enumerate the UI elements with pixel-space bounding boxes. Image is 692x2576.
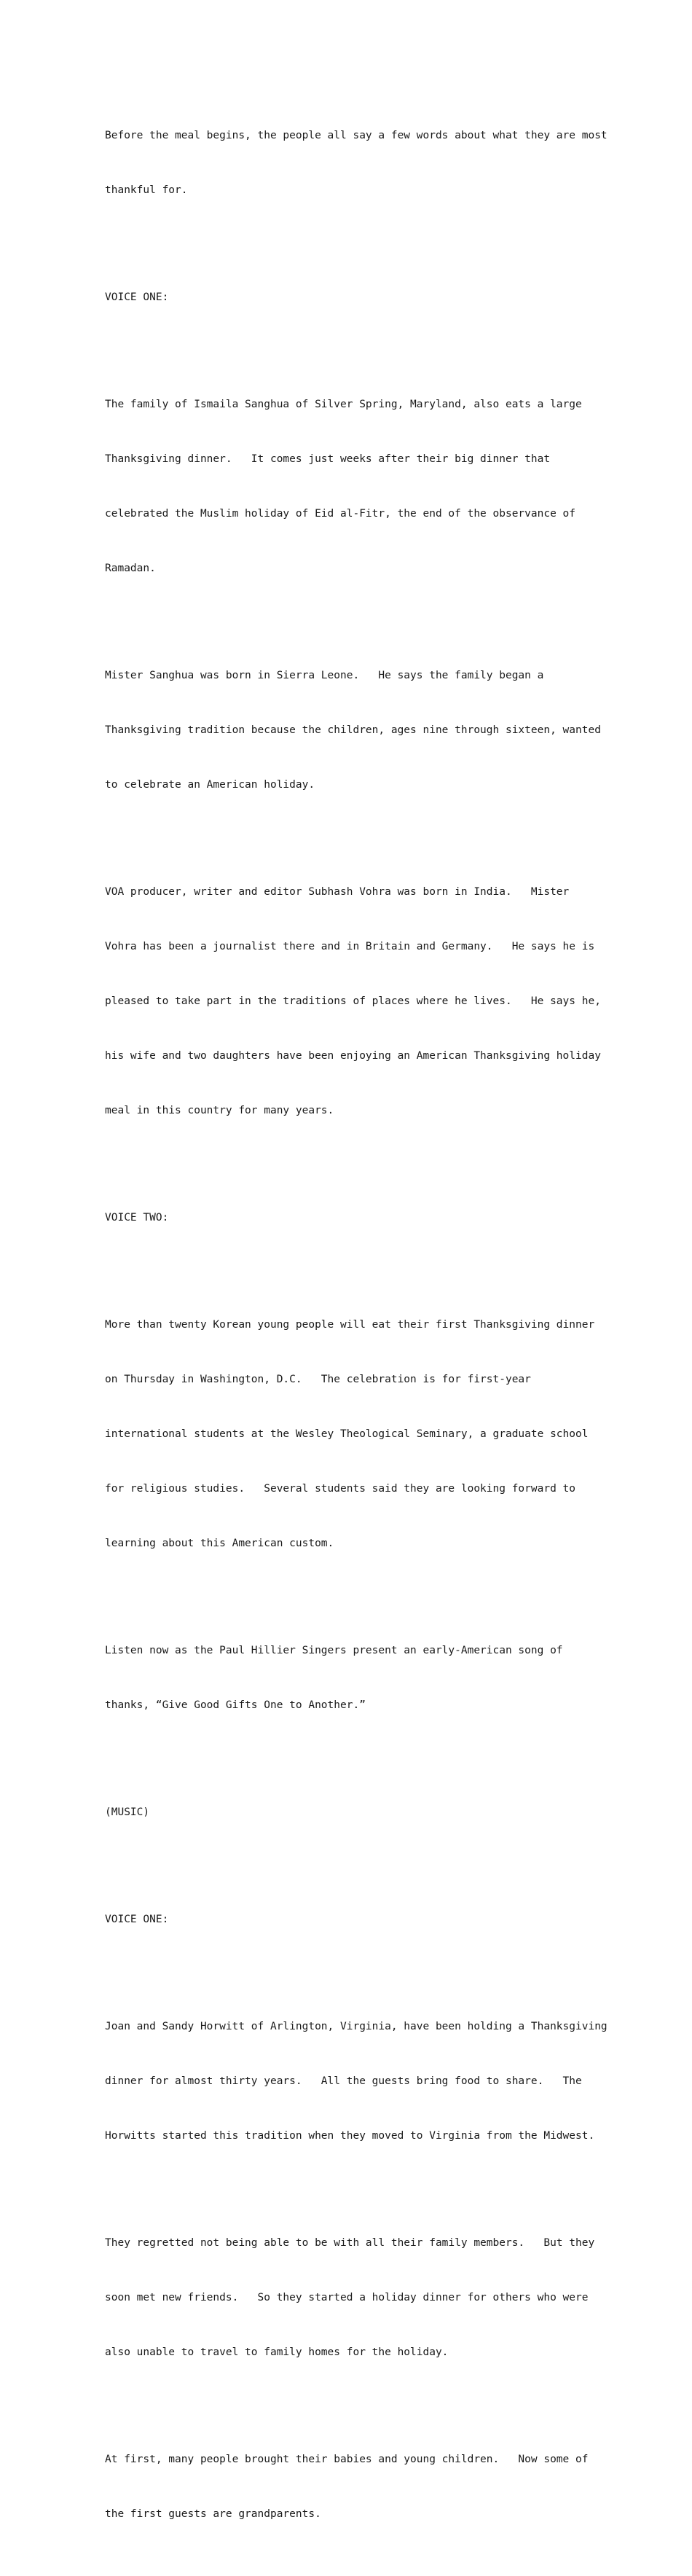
text-line: Vohra has been a journalist there and in Britain and Germany. He says he is bbox=[105, 941, 595, 952]
speaker-label bbox=[105, 252, 600, 343]
text-line: Joan and Sandy Horwitt of Arlington, Virginia, have been holding a Thanksgiving bbox=[105, 2021, 608, 2032]
text-line: They regretted not being able to be with all their family members. But they bbox=[105, 2237, 595, 2249]
text-line: his wife and two daughters have been enjoying an American Thanksgiving holiday bbox=[105, 1050, 601, 1062]
music-cue bbox=[105, 1767, 600, 1858]
paragraph bbox=[105, 1981, 608, 2182]
paragraph bbox=[105, 630, 600, 831]
text-line: pleased to take part in the traditions of places where he lives. He says he, bbox=[105, 995, 601, 1007]
paragraph bbox=[105, 1280, 600, 1589]
text-line: Before the meal begins, the people all say a few words about what they are most bbox=[105, 130, 608, 141]
text-line: Listen now as the Paul Hillier Singers present an early-American song of bbox=[105, 1645, 563, 1656]
text-line: to celebrate an American holiday. bbox=[105, 779, 315, 791]
text-line: Horwitts started this tradition when they moved to Virginia from the Midwest. bbox=[105, 2130, 595, 2142]
text-line: dinner for almost thirty years. All the guests bring food to share. The bbox=[105, 2075, 582, 2087]
text-line: The family of Ismaila Sanghua of Silver Spring, Maryland, also eats a large bbox=[105, 399, 582, 410]
text-line: thanks, “Give Good Gifts One to Another.” bbox=[105, 1699, 366, 1711]
paragraph bbox=[105, 847, 600, 1156]
paragraph bbox=[105, 2414, 600, 2560]
text-line: Thanksgiving dinner. It comes just weeks after their big dinner that bbox=[105, 453, 551, 465]
text-line: international students at the Wesley Theological Seminary, a graduate school bbox=[105, 1428, 589, 1440]
text-line: VOICE ONE: bbox=[105, 291, 169, 303]
text-line: meal in this country for many years. bbox=[105, 1105, 334, 1116]
text-line: Thanksgiving tradition because the children, ages nine through sixteen, wanted bbox=[105, 724, 601, 736]
text-line: More than twenty Korean young people will eat their first Thanksgiving dinner bbox=[105, 1319, 595, 1331]
text-line: VOICE TWO: bbox=[105, 1212, 169, 1224]
text-line: the first guests are grandparents. bbox=[105, 2508, 321, 2520]
text-line: soon met new friends. So they started a holiday dinner for others who were bbox=[105, 2292, 589, 2303]
text-line: on Thursday in Washington, D.C. The celebration is for first-year bbox=[105, 1374, 531, 1385]
text-line: for religious studies. Several students said they are looking forward to bbox=[105, 1483, 576, 1495]
paragraph bbox=[105, 90, 608, 236]
text-line: (MUSIC) bbox=[105, 1806, 150, 1818]
speaker-label bbox=[105, 1874, 600, 1965]
text-line: VOA producer, writer and editor Subhash Vohra was born in India. Mister bbox=[105, 886, 570, 898]
text-line: thankful for. bbox=[105, 184, 188, 196]
paragraph bbox=[105, 359, 600, 614]
speaker-label bbox=[105, 1172, 600, 1264]
text-line: celebrated the Muslim holiday of Eid al-Fitr, the end of the observance of bbox=[105, 508, 576, 520]
document-body bbox=[105, 90, 608, 2576]
text-line: VOICE ONE: bbox=[105, 1914, 169, 1925]
paragraph bbox=[105, 2198, 600, 2398]
text-line: At first, many people brought their babies and young children. Now some of bbox=[105, 2454, 589, 2465]
text-line: learning about this American custom. bbox=[105, 1538, 334, 1549]
paragraph bbox=[105, 1605, 600, 1751]
text-line: Mister Sanghua was born in Sierra Leone. He says the family began a bbox=[105, 670, 544, 681]
text-line: Ramadan. bbox=[105, 563, 156, 574]
text-line: also unable to travel to family homes for the holiday. bbox=[105, 2346, 449, 2358]
